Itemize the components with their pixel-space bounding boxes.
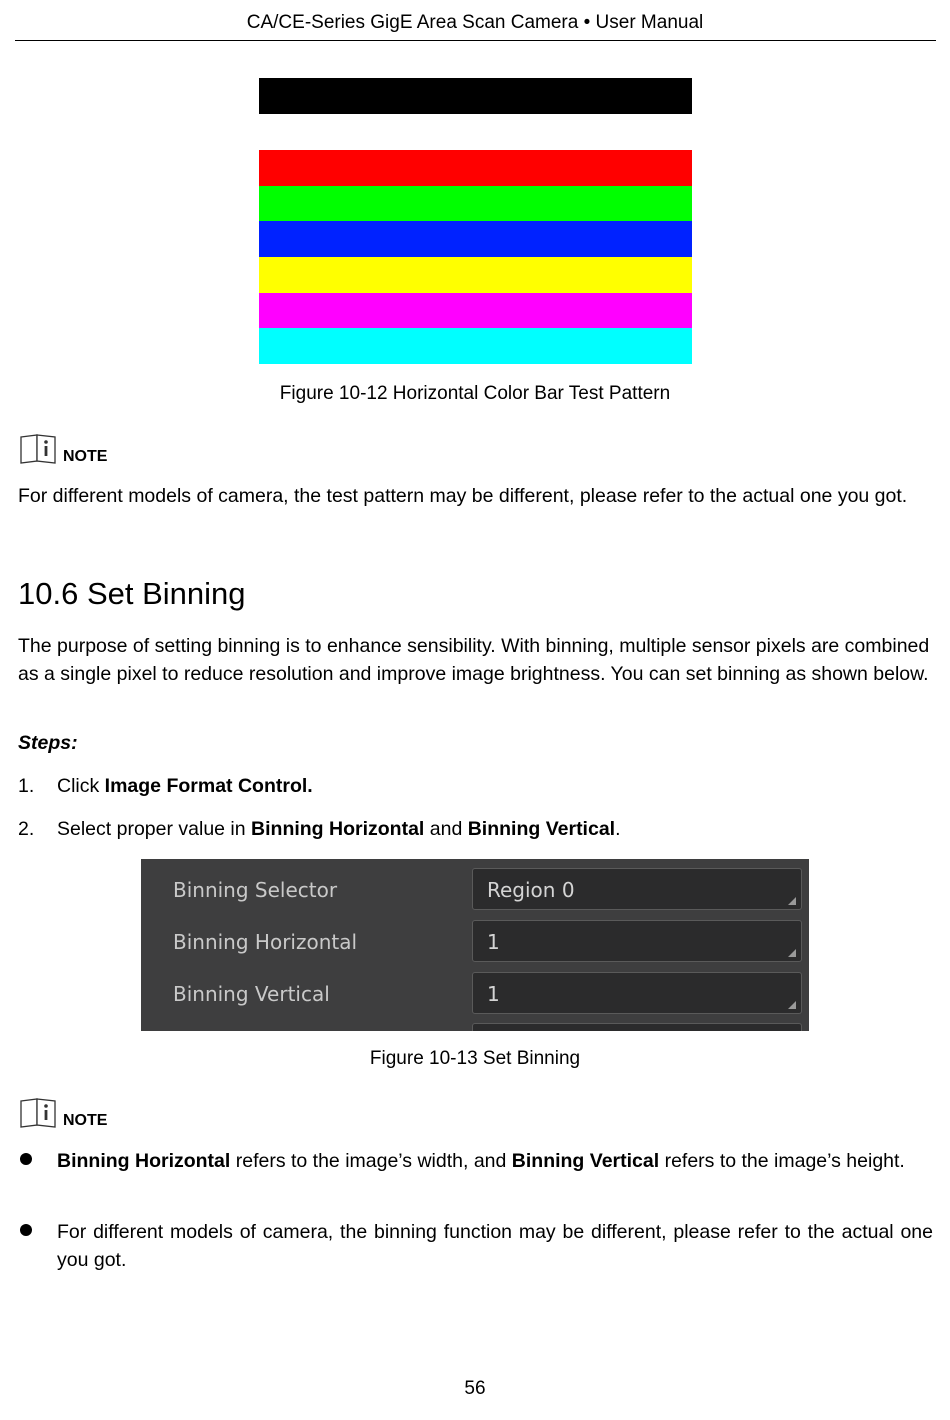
step-text-bold: Binning Vertical (467, 818, 616, 840)
step-text-plain: Click (57, 775, 105, 797)
step-1-text (57, 775, 313, 798)
step-text-plain: . (615, 818, 621, 840)
dropdown-corner-icon (788, 1001, 796, 1009)
binning-horizontal-dropdown[interactable] (472, 920, 802, 962)
next-row-field-partial[interactable] (472, 1023, 802, 1031)
dropdown-corner-icon (788, 897, 796, 905)
binning-selector-dropdown[interactable] (472, 868, 802, 910)
steps-label: Steps: (18, 732, 78, 754)
note-icon (19, 1097, 111, 1129)
bullet-text-plain: For different models of camera, the binning function may be different, please refer to the actual one you got. (57, 1221, 933, 1271)
binning-vertical-value: 1 (487, 982, 500, 1006)
section-intro: The purpose of setting binning is to enhance sensibility. With binning, multiple sensor pixels are combined as a single pixel to reduce resolution and improve image brightness. You can set binning as shown below. (18, 635, 930, 685)
note-label: NOTE (63, 1112, 108, 1129)
note-1-text: For different models of camera, the test pattern may be different, please refer to the actual one you got. (18, 485, 908, 507)
bullet-text-bold: Binning Horizontal (57, 1150, 231, 1172)
figure-10-12-caption: Figure 10-12 Horizontal Color Bar Test Pattern (279, 383, 671, 404)
color-bar-green (259, 186, 692, 222)
binning-selector-value: Region 0 (487, 878, 575, 902)
color-bar-black (259, 78, 692, 114)
section-heading: 10.6 Set Binning (18, 576, 246, 611)
bullet-text-plain: refers to the image’s width, and (230, 1150, 512, 1172)
note-icon (19, 433, 111, 465)
step-text-plain: and (424, 818, 468, 840)
note-2-bullet-1 (57, 1147, 933, 1175)
note-2-bullet-2 (57, 1218, 933, 1274)
figure-10-13-caption: Figure 10-13 Set Binning (369, 1048, 581, 1069)
note-label: NOTE (63, 448, 108, 465)
bullet-icon (20, 1224, 32, 1236)
binning-vertical-dropdown[interactable] (472, 972, 802, 1014)
bullet-text-bold: Binning Vertical (511, 1150, 660, 1172)
page-number: 56 (464, 1378, 486, 1399)
step-text-plain: Select proper value in (57, 818, 252, 840)
color-bar-cyan (259, 328, 692, 364)
binning-horizontal-label: Binning Horizontal (173, 930, 358, 954)
binning-horizontal-value: 1 (487, 930, 500, 954)
color-bar-test-pattern (0, 0, 950, 370)
step-text-bold: Binning Horizontal (251, 818, 425, 840)
color-bar-white (259, 114, 692, 150)
step-number: 1. (18, 775, 35, 797)
color-bar-red (259, 150, 692, 186)
dropdown-corner-icon (788, 949, 796, 957)
binning-selector-label: Binning Selector (173, 878, 338, 902)
bullet-text-plain: refers to the image’s height. (659, 1150, 905, 1172)
step-2-text (57, 818, 621, 841)
binning-settings-panel (141, 859, 809, 1031)
binning-vertical-label: Binning Vertical (173, 982, 330, 1006)
bullet-icon (20, 1153, 32, 1165)
color-bar-magenta (259, 293, 692, 329)
color-bar-blue (259, 221, 692, 257)
step-number: 2. (18, 818, 35, 840)
color-bar-yellow (259, 257, 692, 293)
page-header: CA/CE-Series GigE Area Scan Camera • User Manual (246, 12, 704, 33)
step-text-bold: Image Format Control. (104, 775, 313, 797)
